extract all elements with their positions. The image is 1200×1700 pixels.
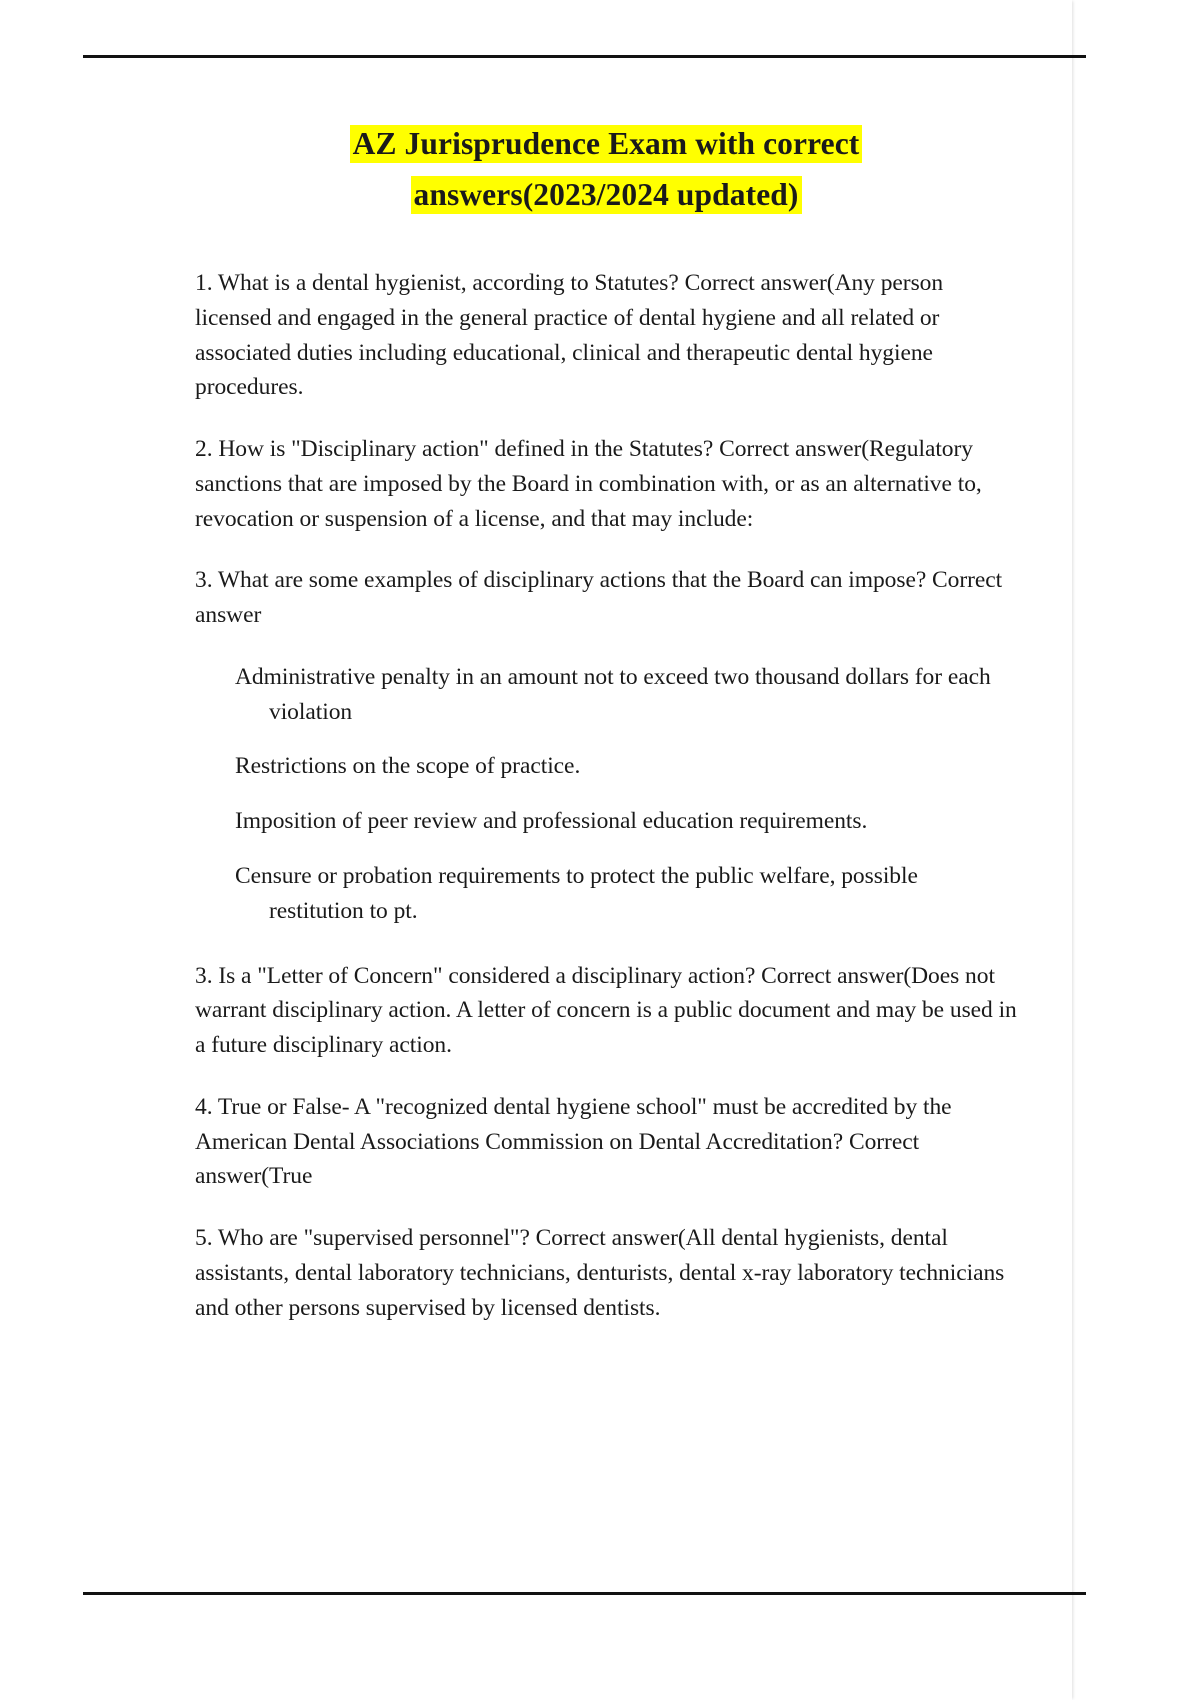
qa-item-3b: 3. Is a "Letter of Concern" considered a disciplinary action? Correct answer(Does not warrant disciplinary action. A letter of concern is a public document and may be used in a future disciplinary action. bbox=[195, 962, 1017, 1059]
page-title-line-1: AZ Jurisprudence Exam with correct bbox=[350, 125, 863, 163]
qa-item-1: 1. What is a dental hygienist, according to Statutes? Correct answer(Any person licensed and engaged in the general practice of dental hygiene and all related or associated duties including educational, clinical and therapeutic dental hygiene procedures. bbox=[195, 270, 944, 401]
qa-item-4: 4. True or False- A "recognized dental hygiene school" must be accredited by the American Dental Associations Commission on Dental Accreditation? Correct answer(True bbox=[195, 1093, 952, 1190]
answer-list-item: Censure or probation requirements to protect the public welfare, possible restitution to pt. bbox=[235, 862, 918, 924]
answer-list-item: Administrative penalty in an amount not to exceed two thousand dollars for each violation bbox=[235, 663, 991, 725]
document-page bbox=[28, 0, 1072, 1700]
qa-item-5: 5. Who are "supervised personnel"? Correct answer(All dental hygienists, dental assistants, dental laboratory technicians, denturists, dental x-ray laboratory technicians and other persons supervised by licensed dentists. bbox=[195, 1225, 1005, 1321]
qa-item-3: 3. What are some examples of disciplinary actions that the Board can impose? Correct answer bbox=[195, 567, 1003, 629]
answer-list bbox=[195, 660, 1017, 929]
answer-list-item: Restrictions on the scope of practice. bbox=[235, 753, 581, 780]
page-title bbox=[195, 118, 1017, 220]
qa-item-2: 2. How is "Disciplinary action" defined in the Statutes? Correct answer(Regulatory sanctions that are imposed by the Board in combination with, or as an alternative to, revocation or suspension of a license, and that may include: bbox=[195, 436, 982, 532]
page-title-line-2: answers(2023/2024 updated) bbox=[411, 176, 802, 214]
page-top-divider bbox=[83, 55, 1086, 58]
answer-list-item: Imposition of peer review and professional education requirements. bbox=[235, 808, 868, 835]
page-bottom-divider bbox=[83, 1592, 1086, 1595]
document-content bbox=[195, 118, 1017, 1352]
